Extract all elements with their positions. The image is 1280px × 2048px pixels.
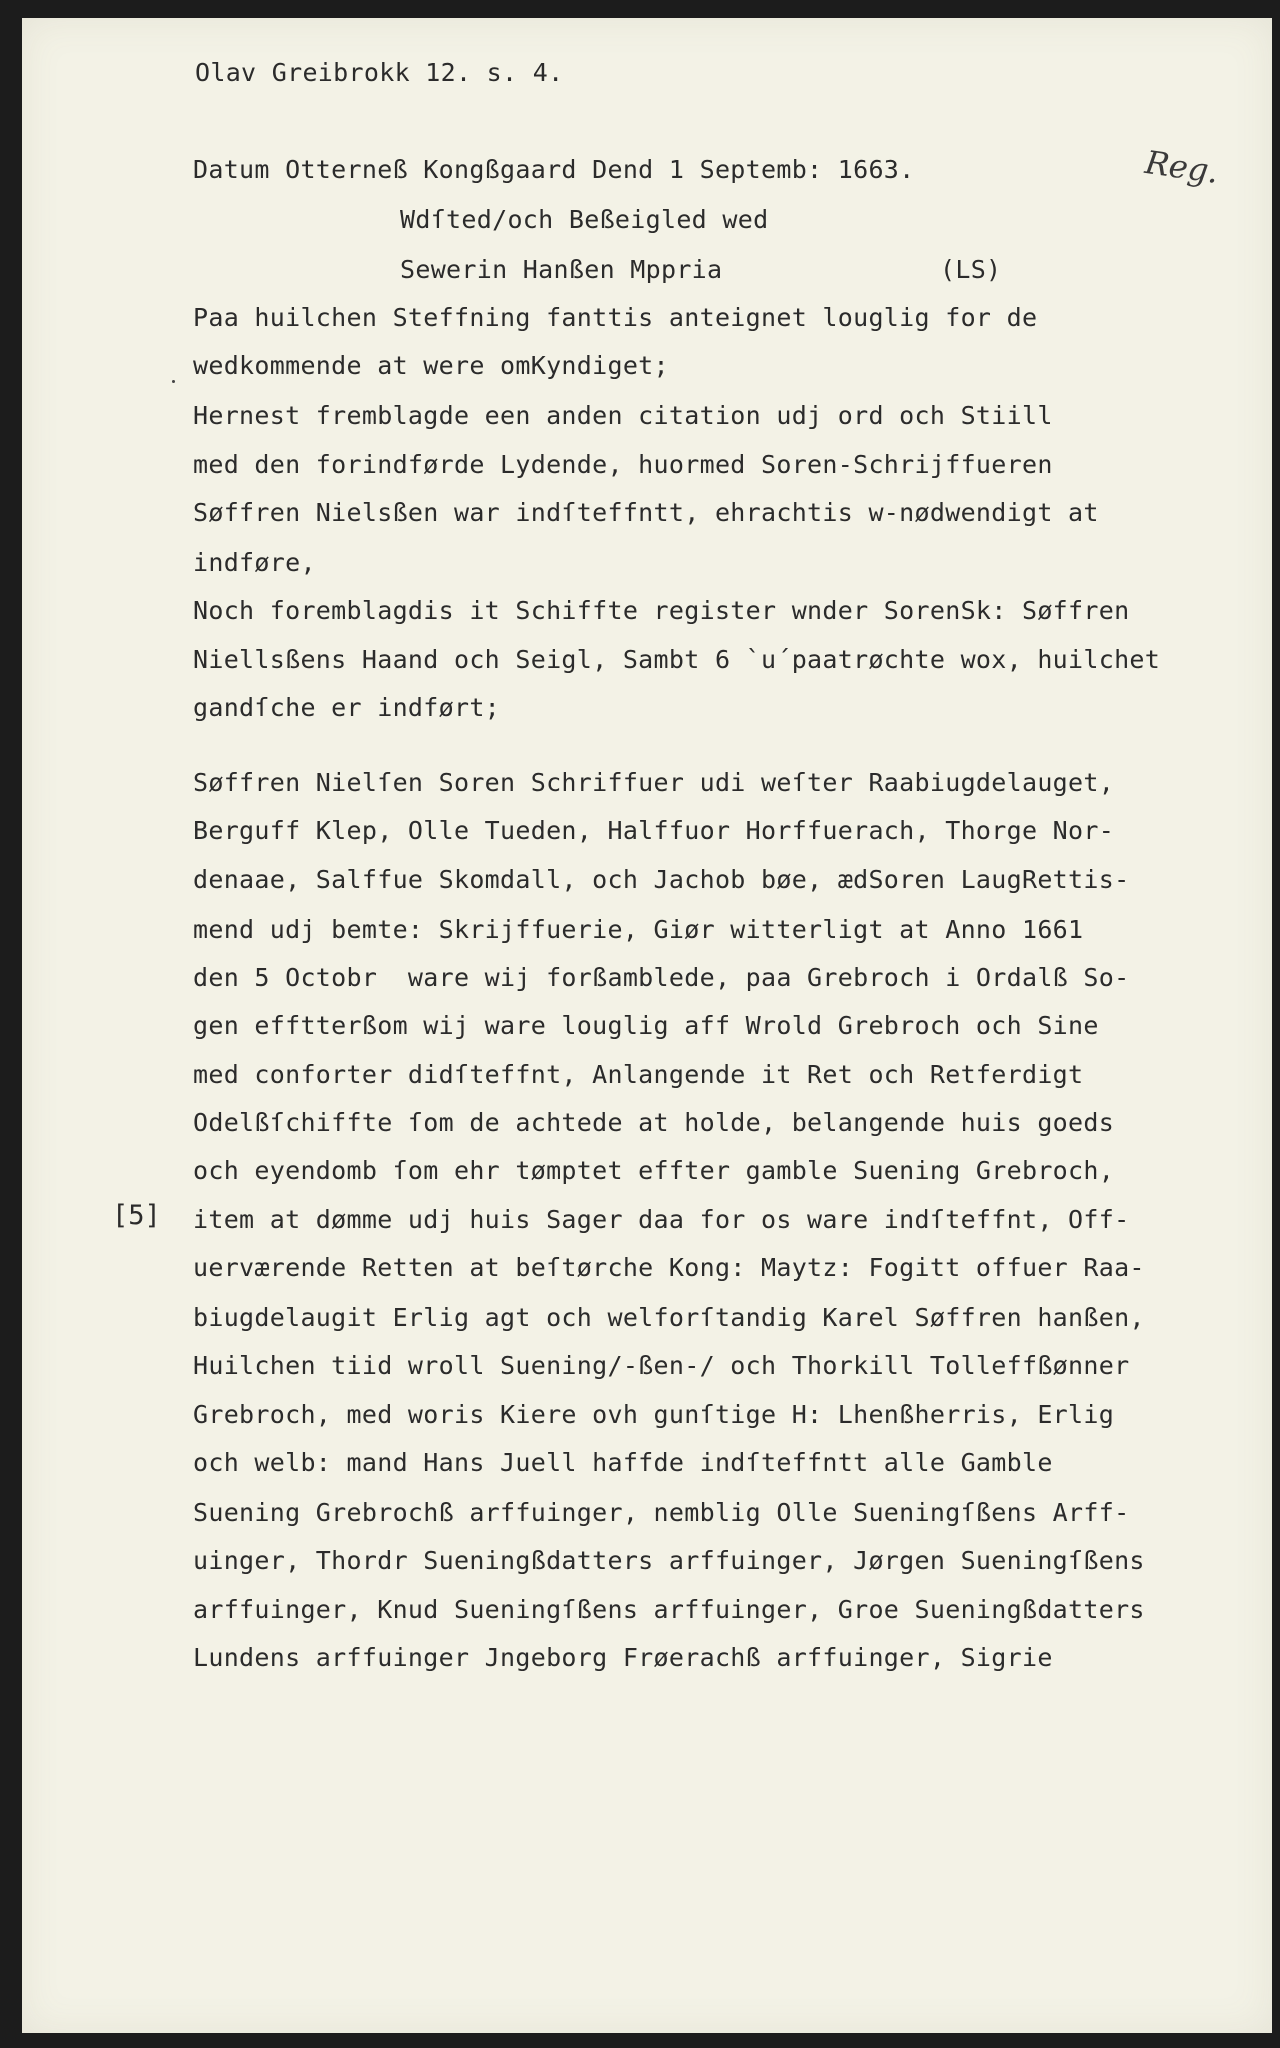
text-line: indføre, bbox=[193, 548, 316, 577]
text-line: denaae, Salffue Skomdall, och Jachob bøe, ædSoren LaugRettis- bbox=[193, 865, 1130, 894]
text-line: Huilchen tiid wroll Suening/-ßen-/ och Thorkill Tolleffßønner bbox=[193, 1351, 1130, 1380]
text-line: uinger, Thordr Sueningßdatters arffuinger, Jørgen Sueningſßens bbox=[193, 1546, 1145, 1575]
text-line: wedkommende at were omKyndiget; bbox=[193, 351, 669, 380]
text-line: med den forindførde Lydende, huormed Soren-Schrijffueren bbox=[193, 450, 1053, 479]
text-line: Sewerin Hanßen Mppria bbox=[400, 255, 723, 284]
text-line: arffuinger, Knud Sueningſßens arffuinger, Groe Sueningßdatters bbox=[193, 1595, 1145, 1624]
text-line: Søffren Nielsßen war indſteffntt, ehrachtis w-nødwendigt at bbox=[193, 498, 1099, 527]
text-line: gandſche er indført; bbox=[193, 693, 501, 722]
text-line: och eyendomb ſom ehr tømptet effter gamble Suening Grebroch, bbox=[193, 1156, 1115, 1185]
handwritten-note: Reg. bbox=[1142, 143, 1221, 191]
text-line: mend udj bemte: Skrijffuerie, Giør witterligt at Anno 1661 bbox=[193, 915, 1084, 944]
margin-dot bbox=[172, 380, 175, 383]
text-line: Noch foremblagdis it Schiffte register wnder SorenSk: Søffren bbox=[193, 596, 1130, 625]
text-line: med conforter didſteffnt, Anlangende it Ret och Retferdigt bbox=[193, 1060, 1084, 1089]
text-line: Paa huilchen Steffning fanttis anteignet louglig for de bbox=[193, 303, 1038, 332]
text-line: Niellsßens Haand och Seigl, Sambt 6 `u´paatrøchte wox, huilchet bbox=[193, 645, 1161, 674]
text-line: Berguff Klep, Olle Tueden, Halffuor Horffuerach, Thorge Nor- bbox=[193, 816, 1115, 845]
margin-page-number: [5] bbox=[112, 1200, 161, 1231]
text-line: Grebroch, med woris Kiere ovh gunſtige H: Lhenßherris, Erlig bbox=[193, 1400, 1115, 1429]
text-line: Suening Grebrochß arffuinger, nemblig Olle Sueningſßens Arff- bbox=[193, 1498, 1130, 1527]
text-line: item at dømme udj huis Sager daa for os ware indſteffnt, Off- bbox=[193, 1205, 1130, 1234]
text-line: Odelßſchiffte ſom de achtede at holde, belangende huis goeds bbox=[193, 1108, 1115, 1137]
text-line: Hernest fremblagde een anden citation udj ord och Stiill bbox=[193, 401, 1053, 430]
text-line: gen efftterßom wij ware louglig aff Wrold Grebroch och Sine bbox=[193, 1011, 1099, 1040]
text-line: den 5 Octobr ware wij forßamblede, paa Grebroch i Ordalß So- bbox=[193, 963, 1130, 992]
text-line: Datum Otterneß Kongßgaard Dend 1 Septemb: 1663. bbox=[193, 155, 915, 184]
text-line: Lundens arffuinger Jngeborg Frøerachß arffuinger, Sigrie bbox=[193, 1643, 1053, 1672]
text-line: och welb: mand Hans Juell haffde indſteffntt alle Gamble bbox=[193, 1448, 1053, 1477]
text-line: Søffren Nielſen Soren Schriffuer udi weſter Raabiugdelauget, bbox=[193, 768, 1115, 797]
text-line: biugdelaugit Erlig agt och welforſtandig Karel Søffren hanßen, bbox=[193, 1303, 1145, 1332]
seal-mark: (LS) bbox=[940, 255, 1002, 284]
text-line: Wdſted/och Beßeigled wed bbox=[400, 205, 769, 234]
header-line: Olav Greibrokk 12. s. 4. bbox=[195, 58, 564, 87]
text-line: uerværende Retten at beſtørche Kong: Maytz: Fogitt offuer Raa- bbox=[193, 1253, 1145, 1282]
